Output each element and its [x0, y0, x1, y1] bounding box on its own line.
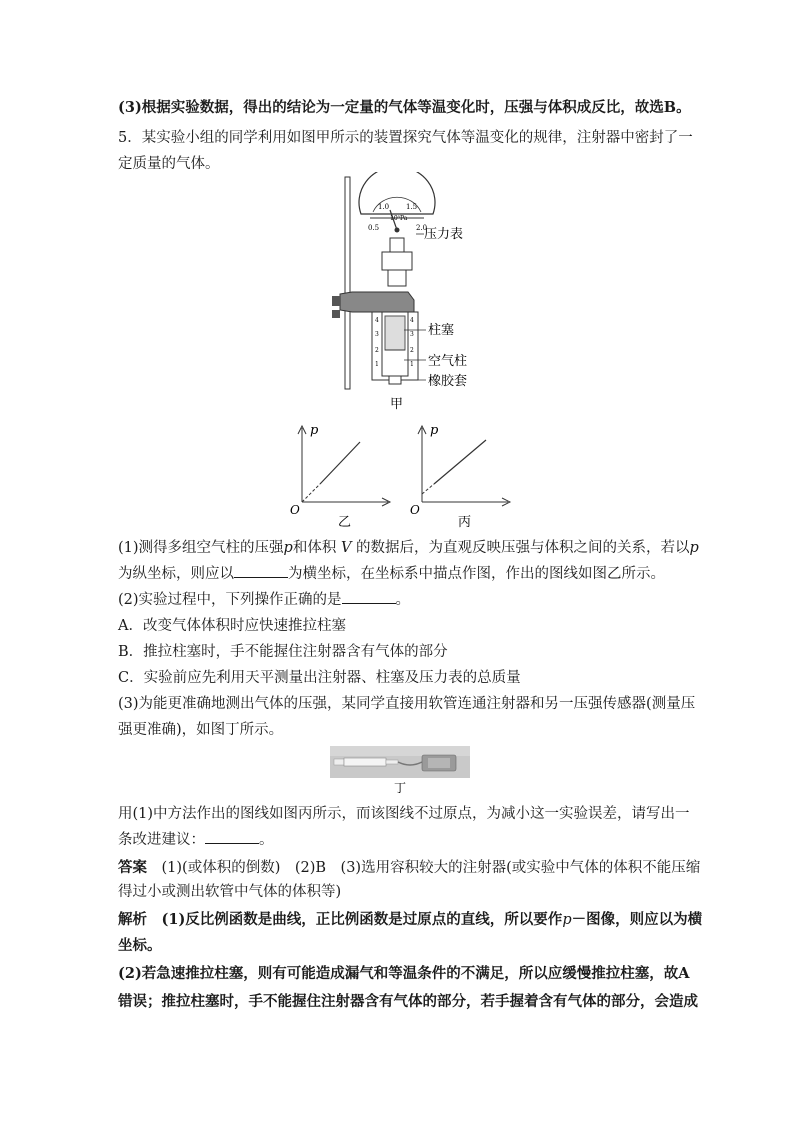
q3-text: 。	[259, 832, 274, 848]
symbol-p: p	[562, 912, 572, 928]
figure-bing	[404, 420, 514, 532]
answer-blank[interactable]	[234, 563, 288, 578]
option-b-text: B．推拉柱塞时，手不能握住注射器含有气体的部分	[118, 644, 448, 660]
clamp	[340, 292, 414, 312]
explanation-text: 坐标。	[118, 937, 162, 954]
line-q1-b	[118, 562, 688, 586]
line-conclusion	[118, 96, 691, 120]
graph-line	[320, 442, 360, 484]
answer-text: 得过小或测出软管中气体的体积等)	[118, 884, 342, 900]
line-q3-b	[118, 718, 688, 742]
y-axis-label: p	[430, 423, 439, 438]
syringe-photo	[344, 758, 386, 766]
figure-ding-caption: 丁	[394, 781, 407, 795]
line-exp-1a	[118, 908, 703, 932]
explanation-text: (2)若急速推拉柱塞，则有可能造成漏气和等温条件的不满足，所以应缓慢推拉柱塞，故A	[118, 965, 690, 982]
scale-tick: 3	[375, 331, 379, 338]
figure-jia-caption: 甲	[390, 397, 404, 412]
y-axis-label: p	[310, 423, 319, 438]
gauge-tick-label: 1.5	[406, 203, 418, 211]
option-c-text: C．实验前应先利用天平测量出注射器、柱塞及压力表的总质量	[118, 670, 521, 686]
q3-text: 强更准确)，如图丁所示。	[118, 722, 284, 738]
line-exp-2a	[118, 962, 688, 986]
gauge-tick-label: 2.0	[416, 224, 428, 232]
scale-tick: 4	[410, 317, 414, 324]
figure-ding	[330, 746, 470, 796]
gauge-label: 压力表	[424, 227, 464, 242]
line-answer-a	[118, 856, 701, 880]
line-answer-b	[118, 880, 688, 904]
scale-tick: 2	[410, 347, 414, 354]
q5-intro-text: 5．某实验小组的同学利用如图甲所示的装置探究气体等温变化的规律，注射器中密封了一	[118, 130, 693, 146]
line-exp-2b	[118, 990, 698, 1014]
option-a	[118, 614, 688, 638]
figure-jia	[318, 172, 498, 412]
conclusion-text: (3)根据实验数据，得出的结论为一定量的气体等温变化时，压强与体积成反比，故选B。	[118, 99, 691, 116]
q1-text: 为横坐标，在坐标系中描点作图，作出的图线如图乙所示。	[288, 566, 665, 582]
symbol-p: p	[689, 540, 699, 556]
option-a-text: A．改变气体体积时应快速推拉柱塞	[118, 618, 346, 634]
scale-tick: 2	[375, 347, 379, 354]
scale-tick: 1	[410, 361, 414, 368]
line-q5-a	[118, 126, 693, 150]
scale-tick: 3	[410, 331, 414, 338]
q2-text: (2)实验过程中，下列操作正确的是	[118, 592, 342, 608]
line-q3-a	[118, 692, 696, 716]
line-q3-d	[118, 828, 688, 852]
figure-yi	[284, 420, 394, 532]
option-b	[118, 640, 688, 664]
figure-yi-caption: 乙	[338, 515, 352, 530]
q1-text: 为纵坐标，则应以	[118, 566, 234, 582]
plunger	[385, 316, 405, 350]
rubber-cap	[389, 376, 401, 384]
line-exp-1b	[118, 934, 688, 958]
explanation-label: 解析	[118, 911, 147, 928]
scale-tick: 1	[375, 361, 379, 368]
pressure-gauge	[359, 172, 435, 214]
plunger-label: 柱塞	[428, 323, 455, 338]
explanation-text: －图像，则应以为横	[571, 911, 703, 928]
gauge-unit: 10⁵Pa	[390, 215, 408, 222]
origin-label: O	[410, 503, 420, 517]
q5-intro-text-cont: 定质量的气体。	[118, 156, 220, 172]
q3-text: 用(1)中方法作出的图线如图丙所示，而该图线不过原点，为减小这一实验误差，请写出一	[118, 806, 690, 822]
q3-text: 条改进建议：	[118, 832, 205, 848]
air-column-label: 空气柱	[428, 354, 468, 369]
answer-text: (1)(或体积的倒数) (2)B (3)选用容积较大的注射器(或实验中气体的体积不能压缩	[161, 860, 701, 876]
graph-line	[434, 440, 486, 484]
line-q3-c	[118, 802, 688, 826]
origin-label: O	[290, 503, 300, 517]
explanation-text: (1)反比例函数是曲线，正比例函数是过原点的直线，所以要作	[161, 911, 563, 928]
symbol-v: V	[340, 540, 352, 556]
answer-blank[interactable]	[342, 589, 396, 604]
rubber-cap-label: 橡胶套	[428, 374, 468, 389]
q2-text: 。	[395, 592, 411, 608]
q1-text: 和体积	[292, 540, 337, 556]
line-q1-a	[118, 536, 699, 560]
answer-blank[interactable]	[205, 829, 259, 844]
stand-rod	[345, 177, 350, 389]
q3-text: (3)为能更准确地测出气体的压强，某同学直接用软管连通注射器和另一压强传感器(测量压	[118, 696, 696, 712]
gauge-tick-label: 1.0	[378, 203, 390, 211]
symbol-p: p	[283, 540, 293, 556]
gauge-tick-label: 0.5	[368, 224, 380, 232]
q1-text: 的数据后，为直观反映压强与体积之间的关系，若以	[356, 540, 690, 556]
q1-text: (1)测得多组空气柱的压强	[118, 540, 284, 556]
option-c	[118, 666, 688, 690]
line-q2	[118, 588, 688, 612]
answer-label: 答案	[118, 859, 147, 876]
scale-tick: 4	[375, 317, 379, 324]
explanation-text: 错误；推拉柱塞时，手不能握住注射器含有气体的部分，若手握着含有气体的部分，会造成	[118, 993, 698, 1010]
figure-bing-caption: 丙	[458, 515, 472, 530]
